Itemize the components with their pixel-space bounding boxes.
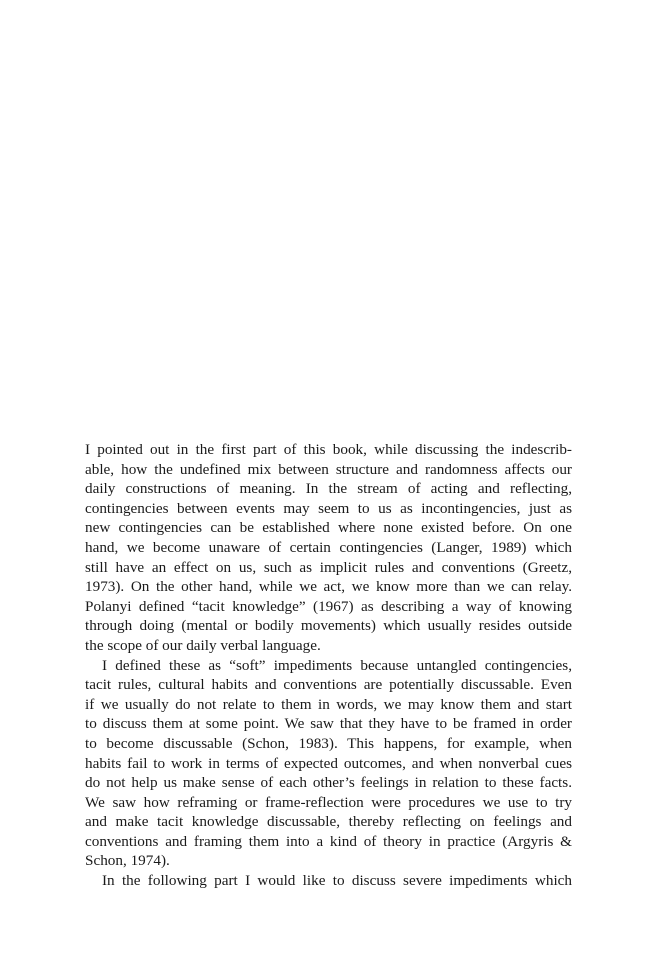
text-line: if we usually do not relate to them in words, we may know them and start [85,695,572,713]
text-line: We saw how reframing or frame-reflection were procedures we use to try [85,793,572,811]
text-line: to discuss them at some point. We saw that they have to be framed in order [85,715,572,733]
paragraph-3 [85,871,572,891]
text-line: and make tacit knowledge discussable, thereby reflecting on feelings and [85,813,572,831]
text-line: the scope of our daily verbal language. [85,636,321,654]
text-line: In the following part I would like to discuss severe impediments which [102,872,572,890]
text-line: do not help us make sense of each other’s feelings in relation to these facts. [85,774,572,792]
text-line: I pointed out in the first part of this book, while discussing the indescrib- [85,441,572,458]
text-line: 1973). On the other hand, while we act, we know more than we can relay. [85,578,572,596]
text-line: through doing (mental or bodily movements) which usually resides outside [85,617,572,635]
text-line: still have an effect on us, such as implicit rules and conventions (Greetz, [85,558,572,576]
text-line: to become discussable (Schon, 1983). This happens, for example, when [85,734,572,752]
text-line: I defined these as “soft” impediments because untangled contingencies, [102,656,572,674]
text-line: new contingencies can be established where none existed before. On one [85,519,572,537]
text-line: tacit rules, cultural habits and conventions are potentially discussable. Even [85,676,572,694]
text-line: daily constructions of meaning. In the stream of acting and reflecting, [85,480,572,498]
text-line: Schon, 1974). [85,852,170,870]
text-line: conventions and framing them into a kind of theory in practice (Argyris & [85,832,572,850]
text-line: habits fail to work in terms of expected outcomes, and when nonverbal cues [85,754,572,772]
text-line: able, how the undefined mix between structure and randomness affects our [85,460,572,478]
text-line: hand, we become unaware of certain contingencies (Langer, 1989) which [85,538,572,556]
paragraph-1 [85,440,572,656]
paragraph-2 [85,656,572,872]
text-line: contingencies between events may seem to us as incontingencies, just as [85,499,572,517]
text-line: Polanyi defined “tacit knowledge” (1967) as describing a way of knowing [85,597,572,615]
page-body [85,440,572,891]
